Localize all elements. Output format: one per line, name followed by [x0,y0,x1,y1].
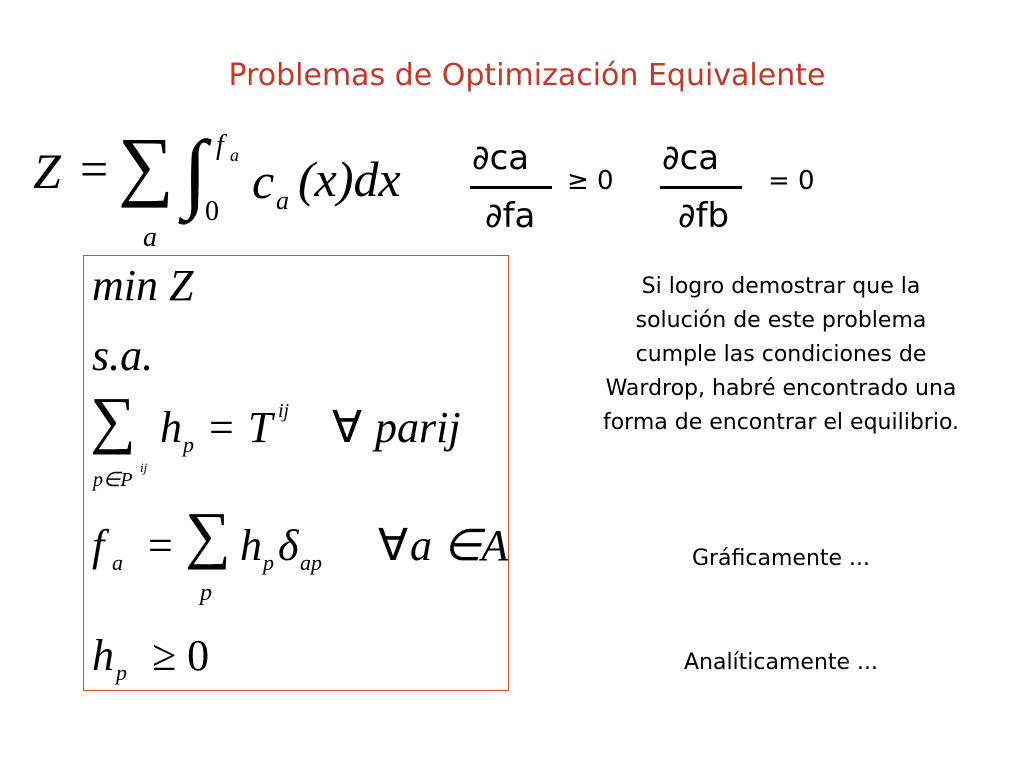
objective-lhs: Z [33,143,61,199]
slide-title: Problemas de Optimización Equivalente [228,58,826,93]
objective-integral-symbol: ∫ [183,124,208,221]
constraint-2-forall: ∀ [378,521,409,570]
objective-sum-index: a [143,222,157,253]
constraint-1-equals: = [209,403,234,452]
constraint-2-f: f [92,521,105,570]
problem-subject-to: s.a. [92,331,154,380]
constraint-2-h: h [240,521,262,570]
derivative-2-numerator: ∂ca [662,138,720,178]
explanation-text: Si logro demostrar que la solución de este problema cumple las condiciones de Wardrop, habré encontrado una forma de encontrar el equilibrio. [602,274,960,435]
objective-sum-symbol: ∑ [118,121,174,208]
derivative-2-denominator: ∂fb [678,196,730,236]
integrand-c: c [252,153,275,209]
derivative-1-numerator: ∂ca [472,138,530,178]
analytical-label: Analíticamente ... [683,650,879,675]
integral-lower-limit: 0 [205,196,219,227]
problem-objective: min Z [92,261,194,310]
constraint-2-f-subscript: a [112,550,123,575]
constraint-2-equals: = [148,521,173,570]
constraint-2-h-subscript: p [263,550,274,575]
integrand-subscript: a [276,186,289,215]
constraint-3-h: h [92,631,114,680]
constraint-1-T: T [248,403,273,452]
derivative-2-relation: = 0 [768,166,815,196]
constraint-1-h: h [160,403,182,452]
graphical-label: Gráficamente ... [691,546,871,571]
constraint-1-sum-index-superscript: ij [140,460,148,475]
constraint-3-relation: ≥ 0 [152,631,210,680]
constraint-1-forall: ∀ [332,403,363,452]
objective-equals: = [80,141,109,197]
derivative-2-fraction-bar [660,186,742,189]
derivative-1-denominator: ∂fa [485,196,536,236]
integrand-rest: (x)dx [298,151,401,207]
constraint-3-h-subscript: p [116,660,127,685]
constraint-2-delta: δ [278,521,299,570]
constraint-2-sum-symbol: ∑ [185,499,231,570]
constraint-1-scope: parij [375,403,461,452]
constraint-2-delta-subscript: ap [300,550,322,575]
integral-upper-limit: f [216,130,224,161]
constraint-1-sum-symbol: ∑ [90,384,136,455]
constraint-2-scope: a ∈A [410,521,509,570]
constraint-1-sum-index: p∈P [93,469,133,491]
constraint-2-sum-index: p [200,580,212,606]
derivative-1-relation: ≥ 0 [567,166,614,196]
integral-upper-subscript: a [230,145,239,165]
constraint-1-T-superscript: ij [278,400,290,422]
derivative-1-fraction-bar [470,186,552,189]
constraint-1-h-subscript: p [183,432,194,457]
